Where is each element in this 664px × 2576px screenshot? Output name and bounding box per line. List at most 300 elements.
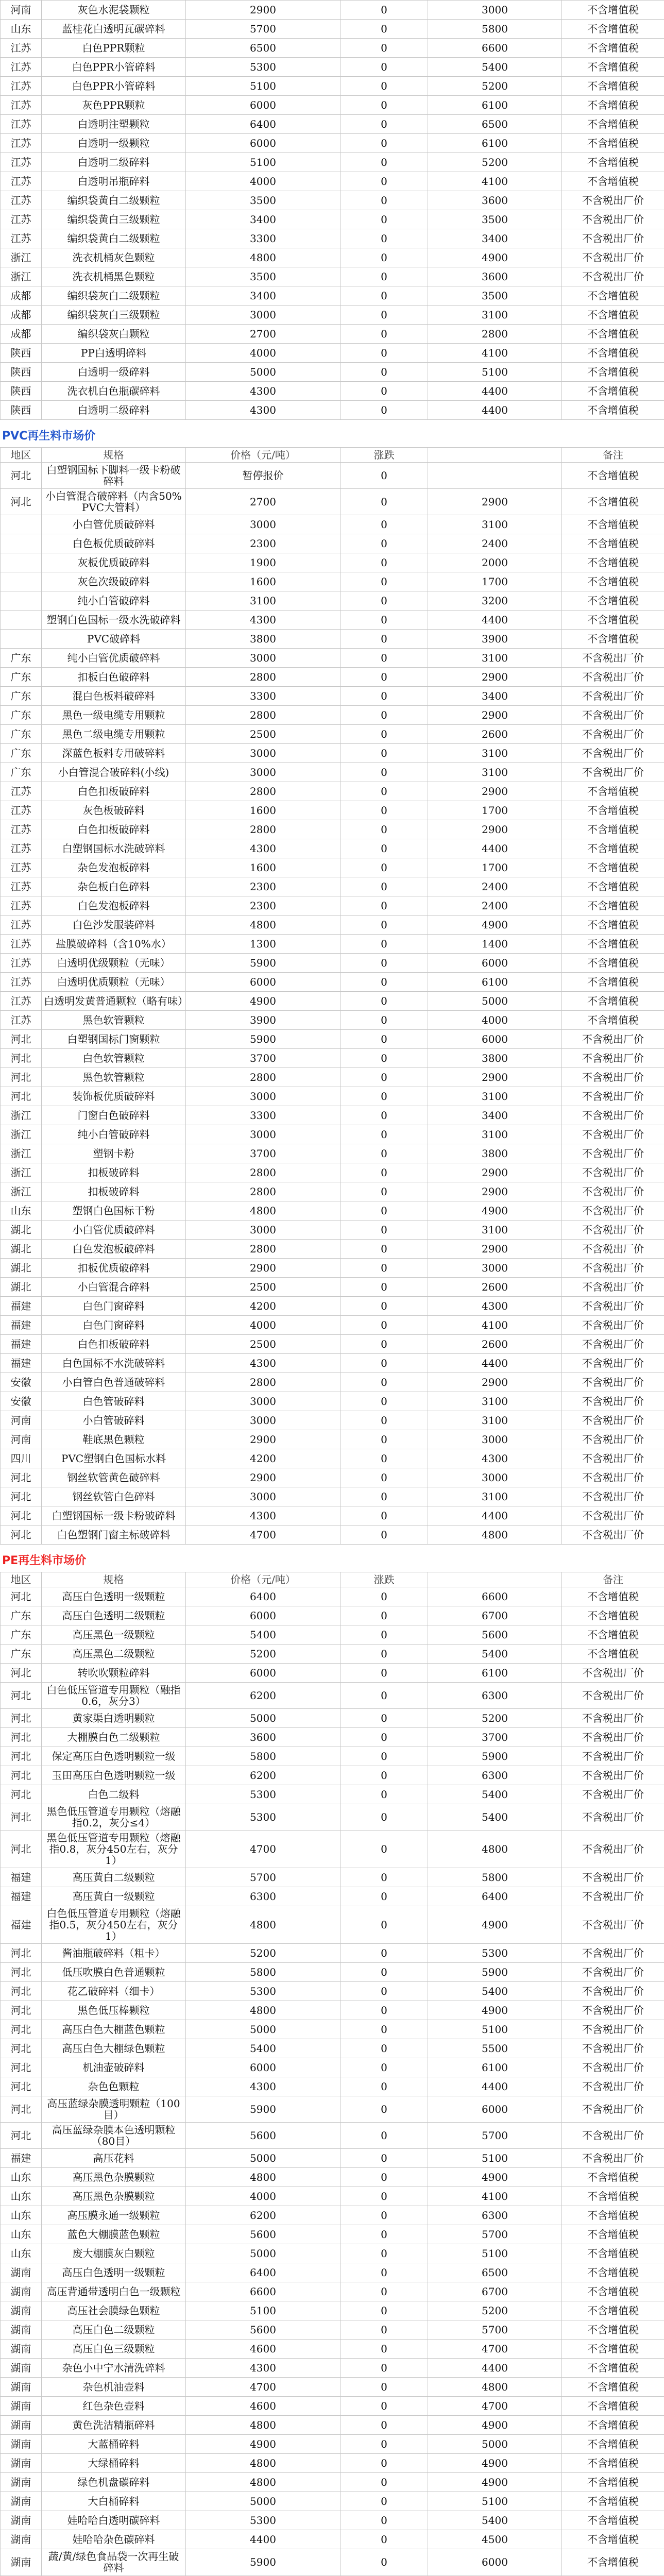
cell-note: 不含增值税 [562, 1606, 664, 1625]
table-row [1, 153, 664, 172]
cell-change: 0 [340, 2397, 428, 2416]
cell-price-high: 3100 [428, 763, 562, 782]
cell-note: 不含增值税 [562, 2397, 664, 2416]
cell-note: 不含增值税 [562, 115, 664, 134]
cell-change: 0 [340, 1411, 428, 1430]
cell-note: 不含税出厂价 [562, 725, 664, 744]
cell-price-high: 3100 [428, 744, 562, 763]
cell-price: 6200 [186, 1683, 340, 1709]
cell-spec: 白塑钢国标一级卡粉破碎料 [42, 1506, 186, 1526]
cell-spec: 杂色发泡板碎料 [42, 858, 186, 877]
cell-price-high: 4700 [428, 2340, 562, 2359]
cell-price: 5300 [186, 2511, 340, 2530]
cell-note: 不含增值税 [562, 896, 664, 916]
cell-price-high: 5900 [428, 1963, 562, 1982]
cell-price-high: 6700 [428, 1606, 562, 1625]
table-row [1, 325, 664, 344]
table-row [1, 2020, 664, 2039]
cell-spec: 鞋底黑色颗粒 [42, 1430, 186, 1449]
cell-note: 不含税出厂价 [562, 2058, 664, 2077]
cell-price: 3000 [186, 649, 340, 668]
cell-region: 广东 [1, 706, 42, 725]
cell-spec: 黑色低压管道专用颗粒（熔融指0.8，灰分450左右，灰分1） [42, 1831, 186, 1868]
cell-note: 不含增值税 [562, 96, 664, 115]
cell-spec: 黑色低压管道专用颗粒（熔融指0.2，灰分≤4） [42, 1804, 186, 1831]
cell-note: 不含增值税 [562, 344, 664, 363]
cell-spec: 机油壶破碎料 [42, 2058, 186, 2077]
cell-price-high: 4300 [428, 1297, 562, 1316]
table-row [1, 1240, 664, 1259]
cell-change: 0 [340, 1625, 428, 1645]
cell-price-high: 4400 [428, 1354, 562, 1373]
table-row [1, 1278, 664, 1297]
cell-note: 不含增值税 [562, 2282, 664, 2301]
cell-price-high: 1700 [428, 801, 562, 820]
cell-change: 0 [340, 1049, 428, 1068]
table-row [1, 1106, 664, 1125]
cell-price: 5100 [186, 153, 340, 172]
cell-spec: 杂色机油壶料 [42, 2378, 186, 2397]
table-row [1, 2473, 664, 2492]
cell-region: 河北 [1, 2058, 42, 2077]
cell-note: 不含税出厂价 [562, 1430, 664, 1449]
pe-price-table [0, 1572, 664, 2576]
cell-spec: 高压蓝绿杂膜透明颗粒（100目） [42, 2096, 186, 2123]
cell-change: 0 [340, 2001, 428, 2020]
table-row [1, 1645, 664, 1664]
cell-note: 不含税出厂价 [562, 1335, 664, 1354]
cell-price: 3400 [186, 286, 340, 306]
table-row [1, 1392, 664, 1411]
cell-change: 0 [340, 286, 428, 306]
cell-price: 5200 [186, 1645, 340, 1664]
cell-price-high: 3700 [428, 1728, 562, 1747]
cell-region: 湖南 [1, 2320, 42, 2340]
cell-change: 0 [340, 1506, 428, 1526]
cell-price: 6000 [186, 1664, 340, 1683]
cell-price-high: 6500 [428, 2263, 562, 2282]
cell-note: 不含税出厂价 [562, 191, 664, 210]
cell-spec: 高压花料 [42, 2149, 186, 2168]
cell-region: 福建 [1, 1354, 42, 1373]
table-row [1, 801, 664, 820]
cell-note: 不含增值税 [562, 58, 664, 77]
cell-spec: 白透明发黄普通颗粒（略有味） [42, 992, 186, 1011]
cell-price: 6000 [186, 134, 340, 153]
cell-note: 不含税出厂价 [562, 668, 664, 687]
cell-note: 不含税出厂价 [562, 1297, 664, 1316]
cell-spec: 盐膜破碎料（含10%水） [42, 935, 186, 954]
cell-price-high: 4900 [428, 2416, 562, 2435]
cell-note: 不含增值税 [562, 489, 664, 515]
cell-price-high: 2600 [428, 1278, 562, 1297]
table-row [1, 1430, 664, 1449]
cell-price-high: 4900 [428, 248, 562, 267]
cell-spec: 白塑钢国标门窗颗粒 [42, 1030, 186, 1049]
cell-spec: 白色二级料 [42, 1785, 186, 1804]
table-row [1, 2397, 664, 2416]
cell-note: 不含税出厂价 [562, 1728, 664, 1747]
cell-spec: 白色扣板破碎料 [42, 820, 186, 839]
cell-price-high: 6100 [428, 96, 562, 115]
cell-region [1, 572, 42, 591]
cell-spec: 高压黄白二级颗粒 [42, 1868, 186, 1887]
cell-note: 不含增值税 [562, 839, 664, 858]
cell-price: 2500 [186, 725, 340, 744]
cell-change: 0 [340, 782, 428, 801]
cell-price-high: 6100 [428, 134, 562, 153]
cell-spec: 白色门窗碎料 [42, 1316, 186, 1335]
cell-region [1, 534, 42, 553]
cell-region: 江苏 [1, 77, 42, 96]
table-row [1, 896, 664, 916]
cell-note: 不含增值税 [562, 172, 664, 191]
cell-region: 河北 [1, 2077, 42, 2096]
cell-price: 2800 [186, 1068, 340, 1087]
cell-price-high: 2400 [428, 877, 562, 896]
cell-price-high: 4800 [428, 1526, 562, 1545]
cell-change: 0 [340, 1, 428, 20]
cell-region: 江苏 [1, 896, 42, 916]
table-row [1, 973, 664, 992]
cell-region: 广东 [1, 1625, 42, 1645]
cell-price: 6400 [186, 115, 340, 134]
table-row [1, 1030, 664, 1049]
cell-price-high: 6300 [428, 1683, 562, 1709]
table-row [1, 1728, 664, 1747]
cell-region: 湖南 [1, 2416, 42, 2435]
cell-price: 5300 [186, 1785, 340, 1804]
cell-price-high: 3000 [428, 1, 562, 20]
table-row [1, 2058, 664, 2077]
header-spec: 规格 [42, 1572, 186, 1587]
cell-note: 不含税出厂价 [562, 1316, 664, 1335]
cell-note: 不含税出厂价 [562, 1506, 664, 1526]
cell-price-high: 5700 [428, 2123, 562, 2149]
cell-change: 0 [340, 1709, 428, 1728]
table-row [1, 2492, 664, 2511]
cell-region: 陕西 [1, 382, 42, 401]
cell-spec: 黑色软管颗粒 [42, 1011, 186, 1030]
pe-section-title: PE再生料市场价 [2, 1554, 87, 1567]
cell-note: 不含税出厂价 [562, 210, 664, 229]
table-row [1, 706, 664, 725]
cell-region: 山东 [1, 2168, 42, 2187]
cell-spec: 扣板白色破碎料 [42, 668, 186, 687]
cell-price: 4000 [186, 172, 340, 191]
table-row [1, 2549, 664, 2575]
cell-price: 1600 [186, 801, 340, 820]
cell-region: 河北 [1, 1747, 42, 1766]
cell-change: 0 [340, 611, 428, 630]
cell-spec: 混白色板料破碎料 [42, 687, 186, 706]
cell-region: 河北 [1, 1766, 42, 1785]
cell-price-high [428, 463, 562, 489]
table-row [1, 668, 664, 687]
cell-region: 河北 [1, 2096, 42, 2123]
cell-region: 河北 [1, 1468, 42, 1487]
cell-price: 4900 [186, 2435, 340, 2454]
cell-note: 不含增值税 [562, 325, 664, 344]
cell-price-high: 3500 [428, 210, 562, 229]
cell-note: 不含税出厂价 [562, 744, 664, 763]
cell-change: 0 [340, 1944, 428, 1963]
cell-region: 江苏 [1, 229, 42, 248]
cell-region: 湖北 [1, 1259, 42, 1278]
cell-change: 0 [340, 2206, 428, 2225]
cell-change: 0 [340, 2039, 428, 2058]
cell-note: 不含增值税 [562, 973, 664, 992]
cell-note: 不含增值税 [562, 553, 664, 572]
cell-spec: 小白管优质破碎料 [42, 1221, 186, 1240]
header-region: 地区 [1, 448, 42, 463]
cell-region [1, 611, 42, 630]
cell-region: 河北 [1, 1587, 42, 1606]
cell-price-high: 3000 [428, 1259, 562, 1278]
cell-region: 四川 [1, 1449, 42, 1468]
table-row [1, 687, 664, 706]
cell-note: 不含税出厂价 [562, 1868, 664, 1887]
cell-price-high: 1700 [428, 858, 562, 877]
cell-price-high: 3400 [428, 687, 562, 706]
cell-price-high: 4900 [428, 2473, 562, 2492]
cell-note: 不含税出厂价 [562, 2001, 664, 2020]
cell-price: 3000 [186, 763, 340, 782]
cell-region: 山东 [1, 20, 42, 39]
cell-region: 江苏 [1, 992, 42, 1011]
cell-price-high: 4500 [428, 2530, 562, 2549]
cell-region: 河北 [1, 1831, 42, 1868]
header-change: 涨跌 [340, 448, 428, 463]
cell-region: 江苏 [1, 954, 42, 973]
cell-change: 0 [340, 515, 428, 534]
cell-price: 3500 [186, 191, 340, 210]
cell-spec: 高压膜永通一级颗粒 [42, 2206, 186, 2225]
table-row [1, 1335, 664, 1354]
cell-note: 不含增值税 [562, 1011, 664, 1030]
cell-change: 0 [340, 229, 428, 248]
cell-region: 湖南 [1, 2378, 42, 2397]
cell-price-high: 2900 [428, 1240, 562, 1259]
cell-change: 0 [340, 2378, 428, 2397]
cell-region: 成都 [1, 306, 42, 325]
cell-price: 6200 [186, 1766, 340, 1785]
cell-note: 不含增值税 [562, 2263, 664, 2282]
cell-change: 0 [340, 1468, 428, 1487]
cell-region: 广东 [1, 668, 42, 687]
cell-price-high: 3900 [428, 630, 562, 649]
cell-note: 不含增值税 [562, 363, 664, 382]
cell-spec: 白色发泡板破碎料 [42, 1240, 186, 1259]
table-row [1, 191, 664, 210]
cell-change: 0 [340, 858, 428, 877]
cell-note: 不含增值税 [562, 382, 664, 401]
cell-region: 河北 [1, 1030, 42, 1049]
table-row [1, 1468, 664, 1487]
cell-region: 广东 [1, 1606, 42, 1625]
cell-note: 不含税出厂价 [562, 2123, 664, 2149]
table-row [1, 489, 664, 515]
table-row [1, 2320, 664, 2340]
table-row [1, 2359, 664, 2378]
cell-spec: 白透明优质颗粒（无味） [42, 973, 186, 992]
cell-region: 河南 [1, 1430, 42, 1449]
cell-price-high: 6700 [428, 2282, 562, 2301]
cell-region: 广东 [1, 744, 42, 763]
cell-region: 湖南 [1, 2301, 42, 2320]
cell-region: 河北 [1, 1068, 42, 1087]
cell-price-high: 5800 [428, 1868, 562, 1887]
cell-spec: 小白管优质破碎料 [42, 515, 186, 534]
cell-note: 不含增值税 [562, 877, 664, 896]
cell-region: 福建 [1, 1316, 42, 1335]
cell-spec: 纯小白管破碎料 [42, 1125, 186, 1144]
cell-spec: 钢丝软管黄色破碎料 [42, 1468, 186, 1487]
cell-price-high: 6000 [428, 2096, 562, 2123]
cell-change: 0 [340, 591, 428, 611]
cell-spec: 白透明二级碎料 [42, 153, 186, 172]
cell-spec: 白色软管颗粒 [42, 1049, 186, 1068]
cell-note: 不含增值税 [562, 2225, 664, 2244]
cell-price-high: 4400 [428, 611, 562, 630]
cell-price-high: 1700 [428, 572, 562, 591]
cell-spec: 高压黑色杂膜颗粒 [42, 2168, 186, 2187]
cell-spec: 白透明一级碎料 [42, 363, 186, 382]
table-row [1, 935, 664, 954]
cell-price: 2800 [186, 820, 340, 839]
cell-price: 暂停报价 [186, 463, 340, 489]
cell-price: 5900 [186, 1030, 340, 1049]
cell-price: 3400 [186, 210, 340, 229]
cell-change: 0 [340, 2168, 428, 2187]
cell-price-high: 2900 [428, 1068, 562, 1087]
cell-change: 0 [340, 1354, 428, 1373]
cell-region: 陕西 [1, 401, 42, 420]
cell-note: 不含税出厂价 [562, 763, 664, 782]
header-note: 备注 [562, 448, 664, 463]
cell-price-high: 6000 [428, 954, 562, 973]
cell-region: 湖南 [1, 2282, 42, 2301]
cell-spec: 白色沙发服装碎料 [42, 916, 186, 935]
pvc-section-title: PVC再生料市场价 [2, 430, 96, 443]
cell-price: 4200 [186, 1449, 340, 1468]
cell-change: 0 [340, 1087, 428, 1106]
cell-note: 不含税出厂价 [562, 2020, 664, 2039]
cell-price: 4300 [186, 382, 340, 401]
cell-note: 不含增值税 [562, 39, 664, 58]
cell-change: 0 [340, 172, 428, 191]
table-row [1, 1354, 664, 1373]
cell-note: 不含税出厂价 [562, 229, 664, 248]
pe-header-row [1, 1572, 664, 1587]
cell-price: 2800 [186, 1182, 340, 1201]
cell-note: 不含税出厂价 [562, 248, 664, 267]
cell-region: 江苏 [1, 839, 42, 858]
cell-price: 2700 [186, 489, 340, 515]
cell-spec: 白色塑钢门窗主标破碎料 [42, 1526, 186, 1545]
cell-region: 广东 [1, 1645, 42, 1664]
cell-price-high: 5100 [428, 2020, 562, 2039]
cell-spec: 高压白色透明二级颗粒 [42, 1606, 186, 1625]
cell-price-high: 6300 [428, 1766, 562, 1785]
cell-price: 3000 [186, 1087, 340, 1106]
table-row [1, 1587, 664, 1606]
table-row [1, 2530, 664, 2549]
cell-change: 0 [340, 2435, 428, 2454]
cell-spec: 白色发泡板碎料 [42, 896, 186, 916]
cell-price: 5400 [186, 1625, 340, 1645]
cell-spec: 黄色洗洁精瓶碎料 [42, 2416, 186, 2435]
cell-change: 0 [340, 1144, 428, 1163]
cell-price: 4700 [186, 1526, 340, 1545]
cell-price: 1600 [186, 572, 340, 591]
cell-price: 4300 [186, 839, 340, 858]
cell-note: 不含增值税 [562, 1625, 664, 1645]
table-row [1, 1449, 664, 1468]
cell-price-high: 4300 [428, 1449, 562, 1468]
table-row [1, 1373, 664, 1392]
cell-change: 0 [340, 763, 428, 782]
cell-note: 不含税出厂价 [562, 1683, 664, 1709]
cell-price-high: 5100 [428, 363, 562, 382]
pvc-header-row [1, 448, 664, 463]
cell-spec: 红色杂色壶料 [42, 2397, 186, 2416]
cell-price-high: 5200 [428, 77, 562, 96]
cell-spec: 绿色机盘碳碎料 [42, 2473, 186, 2492]
cell-price: 4600 [186, 2397, 340, 2416]
cell-spec: 大蓝桶碎料 [42, 2435, 186, 2454]
cell-price: 6000 [186, 973, 340, 992]
cell-note: 不含增值税 [562, 572, 664, 591]
table-row [1, 1944, 664, 1963]
cell-note: 不含税出厂价 [562, 1221, 664, 1240]
cell-spec: 洗衣机白色瓶碳碎料 [42, 382, 186, 401]
cell-price-high: 6600 [428, 39, 562, 58]
cell-price: 2500 [186, 1278, 340, 1297]
cell-spec: 高压白色透明一级颗粒 [42, 2263, 186, 2282]
cell-region: 浙江 [1, 1182, 42, 1201]
cell-price: 2900 [186, 1, 340, 20]
cell-note: 不含增值税 [562, 2206, 664, 2225]
cell-price: 6400 [186, 2263, 340, 2282]
cell-note: 不含增值税 [562, 2416, 664, 2435]
table-row [1, 515, 664, 534]
cell-price: 2800 [186, 668, 340, 687]
cell-spec: 小白管白色普通破碎料 [42, 1373, 186, 1392]
cell-region: 福建 [1, 1297, 42, 1316]
cell-price: 4300 [186, 401, 340, 420]
cell-price-high: 5700 [428, 2320, 562, 2340]
cell-region: 湖北 [1, 1278, 42, 1297]
cell-price-high: 2600 [428, 1335, 562, 1354]
cell-price-high: 4400 [428, 401, 562, 420]
cell-price: 6200 [186, 2206, 340, 2225]
cell-change: 0 [340, 1449, 428, 1468]
cell-price: 6000 [186, 96, 340, 115]
cell-region: 河北 [1, 1664, 42, 1683]
cell-change: 0 [340, 935, 428, 954]
cell-price-high: 5200 [428, 1709, 562, 1728]
cell-spec: PVC破碎料 [42, 630, 186, 649]
cell-price: 5300 [186, 58, 340, 77]
cell-spec: 编织袋黄白三级颗粒 [42, 210, 186, 229]
cell-change: 0 [340, 630, 428, 649]
cell-price-high: 2400 [428, 896, 562, 916]
cell-change: 0 [340, 2511, 428, 2530]
cell-spec: 灰色水泥袋颗粒 [42, 1, 186, 20]
table-row [1, 2435, 664, 2454]
cell-price: 4000 [186, 1316, 340, 1335]
